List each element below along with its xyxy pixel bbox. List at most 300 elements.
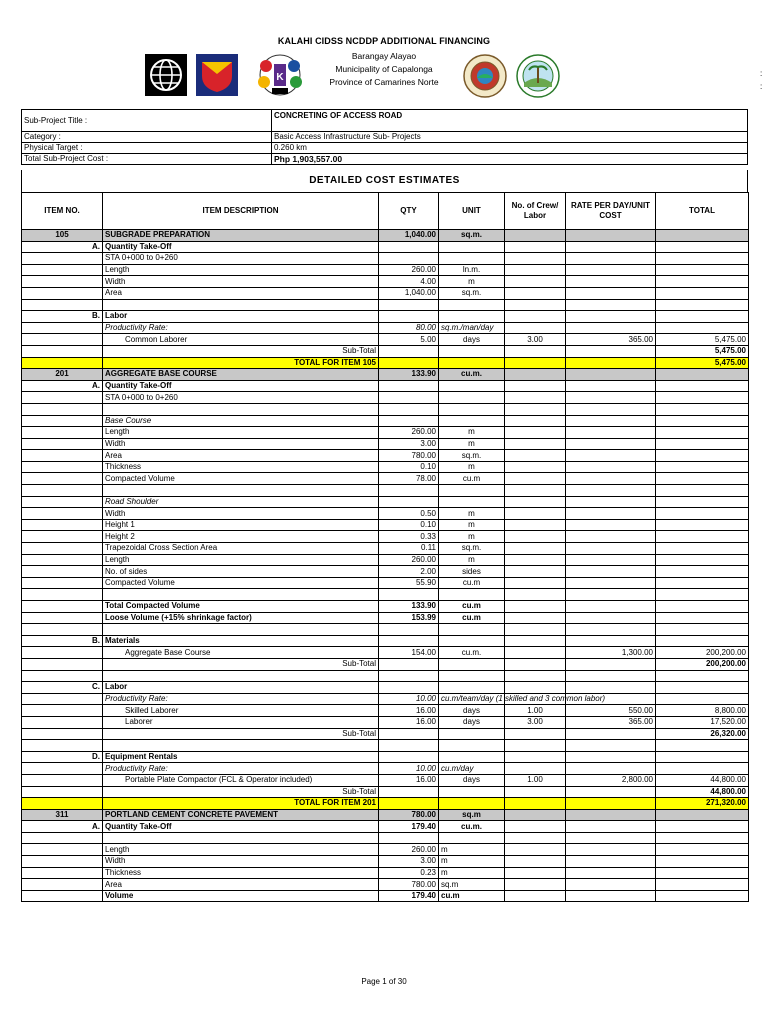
- row-item-no: D.: [22, 751, 103, 763]
- row-total: [656, 890, 749, 902]
- table-row: [22, 322, 749, 334]
- row-item-no: [22, 345, 103, 357]
- row-rate: [566, 543, 656, 555]
- row-crew: [505, 299, 566, 311]
- row-qty: [379, 682, 439, 694]
- row-total: 17,520.00: [656, 716, 749, 728]
- table-row: [22, 287, 749, 299]
- row-item-no: [22, 253, 103, 265]
- col-crew: No. of Crew/ Labor: [505, 193, 566, 230]
- row-rate: [566, 798, 656, 810]
- row-rate: [566, 287, 656, 299]
- row-crew: [505, 670, 566, 682]
- table-row: [22, 485, 749, 497]
- row-total: [656, 241, 749, 253]
- table-row: [22, 809, 749, 821]
- row-unit: [439, 682, 505, 694]
- row-description: [103, 740, 379, 752]
- row-unit: m: [439, 867, 505, 879]
- row-description: Compacted Volume: [103, 473, 379, 485]
- row-total: [656, 589, 749, 601]
- table-row: [22, 334, 749, 346]
- row-total: [656, 682, 749, 694]
- row-total: [656, 287, 749, 299]
- row-description: Quantity Take-Off: [103, 821, 379, 833]
- table-row: [22, 589, 749, 601]
- row-unit: cu.m/team/day (1 skilled and 3 common labor): [439, 693, 505, 705]
- row-crew: [505, 241, 566, 253]
- row-unit: days: [439, 705, 505, 717]
- row-qty: [379, 624, 439, 636]
- row-description: [103, 589, 379, 601]
- row-unit: [439, 751, 505, 763]
- world-bank-logo: [145, 54, 187, 96]
- row-total: [656, 832, 749, 844]
- row-rate: [566, 485, 656, 497]
- row-item-no: [22, 531, 103, 543]
- row-crew: [505, 856, 566, 868]
- row-unit: [439, 786, 505, 798]
- row-description: Base Course: [103, 415, 379, 427]
- table-row: [22, 682, 749, 694]
- row-crew: [505, 450, 566, 462]
- row-description: Sub-Total: [103, 786, 379, 798]
- row-item-no: [22, 589, 103, 601]
- table-row: [22, 867, 749, 879]
- row-description: TOTAL FOR ITEM 105: [103, 357, 379, 369]
- row-unit: cu.m/day: [439, 763, 505, 775]
- row-unit: [439, 392, 505, 404]
- row-description: Volume: [103, 890, 379, 902]
- row-qty: [379, 832, 439, 844]
- row-crew: [505, 461, 566, 473]
- row-description: Productivity Rate:: [103, 763, 379, 775]
- row-unit: ln.m.: [439, 264, 505, 276]
- row-total: [656, 531, 749, 543]
- row-description: Equipment Rentals: [103, 751, 379, 763]
- row-item-no: [22, 705, 103, 717]
- row-qty: [379, 380, 439, 392]
- row-description: Aggregate Base Course: [103, 647, 379, 659]
- row-description: [103, 299, 379, 311]
- row-unit: m: [439, 461, 505, 473]
- row-item-no: 105: [22, 230, 103, 242]
- row-item-no: [22, 299, 103, 311]
- row-description: Productivity Rate:: [103, 322, 379, 334]
- row-crew: [505, 867, 566, 879]
- row-description: [103, 624, 379, 636]
- row-crew: [505, 589, 566, 601]
- row-total: [656, 276, 749, 288]
- row-crew: [505, 415, 566, 427]
- row-unit: sq.m: [439, 809, 505, 821]
- row-item-no: [22, 867, 103, 879]
- row-qty: 780.00: [379, 879, 439, 891]
- header-province: Province of Camarines Norte: [329, 77, 439, 87]
- row-unit: m: [439, 844, 505, 856]
- row-description: Thickness: [103, 461, 379, 473]
- row-item-no: [22, 763, 103, 775]
- row-unit: sq.m.: [439, 543, 505, 555]
- row-qty: 3.00: [379, 438, 439, 450]
- row-item-no: [22, 392, 103, 404]
- row-unit: cu.m: [439, 577, 505, 589]
- row-qty: [379, 403, 439, 415]
- row-item-no: [22, 496, 103, 508]
- row-description: [103, 485, 379, 497]
- row-qty: [379, 485, 439, 497]
- table-row: [22, 740, 749, 752]
- row-rate: [566, 438, 656, 450]
- row-rate: [566, 427, 656, 439]
- row-unit: [439, 658, 505, 670]
- row-crew: [505, 485, 566, 497]
- table-row: [22, 392, 749, 404]
- row-unit: m: [439, 438, 505, 450]
- table-row: [22, 241, 749, 253]
- row-total: [656, 415, 749, 427]
- row-item-no: [22, 473, 103, 485]
- row-rate: [566, 879, 656, 891]
- barangay-seal: [516, 53, 560, 99]
- row-rate: [566, 890, 656, 902]
- row-item-no: [22, 322, 103, 334]
- row-rate: [566, 670, 656, 682]
- row-item-no: [22, 740, 103, 752]
- total-cost-label: Total Sub-Project Cost :: [22, 154, 272, 165]
- row-rate: [566, 832, 656, 844]
- row-description: Common Laborer: [103, 334, 379, 346]
- row-rate: [566, 844, 656, 856]
- row-unit: sq.m.: [439, 230, 505, 242]
- row-crew: [505, 763, 566, 775]
- table-row: [22, 832, 749, 844]
- row-qty: 2.00: [379, 566, 439, 578]
- row-description: No. of sides: [103, 566, 379, 578]
- row-total: 26,320.00: [656, 728, 749, 740]
- row-total: [656, 844, 749, 856]
- category-value: Basic Access Infrastructure Sub- Projects: [272, 132, 748, 143]
- row-item-no: [22, 276, 103, 288]
- row-total: [656, 485, 749, 497]
- row-qty: 0.10: [379, 461, 439, 473]
- row-description: Thickness: [103, 867, 379, 879]
- row-total: [656, 427, 749, 439]
- row-rate: [566, 450, 656, 462]
- row-qty: [379, 496, 439, 508]
- row-rate: [566, 751, 656, 763]
- row-crew: [505, 751, 566, 763]
- row-description: Productivity Rate:: [103, 693, 379, 705]
- row-unit: days: [439, 716, 505, 728]
- row-crew: [505, 566, 566, 578]
- table-row: [22, 601, 749, 613]
- row-rate: [566, 531, 656, 543]
- row-qty: [379, 670, 439, 682]
- row-description: Area: [103, 450, 379, 462]
- row-unit: m: [439, 856, 505, 868]
- row-total: [656, 624, 749, 636]
- row-item-no: [22, 519, 103, 531]
- table-row: [22, 635, 749, 647]
- row-qty: 0.50: [379, 508, 439, 520]
- table-row: [22, 554, 749, 566]
- table-row: [22, 658, 749, 670]
- row-crew: [505, 357, 566, 369]
- row-unit: m: [439, 427, 505, 439]
- row-description: Sub-Total: [103, 728, 379, 740]
- table-row: [22, 856, 749, 868]
- row-qty: 1,040.00: [379, 287, 439, 299]
- row-qty: [379, 798, 439, 810]
- table-row: [22, 473, 749, 485]
- table-row: [22, 612, 749, 624]
- row-rate: [566, 392, 656, 404]
- row-crew: [505, 311, 566, 323]
- row-qty: [379, 241, 439, 253]
- row-unit: cu.m: [439, 612, 505, 624]
- row-qty: [379, 299, 439, 311]
- row-description: Area: [103, 287, 379, 299]
- row-description: Sub-Total: [103, 345, 379, 357]
- subproject-title-label: Sub-Project Title :: [22, 110, 272, 132]
- row-item-no: [22, 554, 103, 566]
- row-qty: [379, 415, 439, 427]
- table-row: [22, 798, 749, 810]
- row-rate: 2,800.00: [566, 774, 656, 786]
- row-crew: [505, 682, 566, 694]
- row-total: [656, 693, 749, 705]
- row-rate: [566, 508, 656, 520]
- table-row: [22, 438, 749, 450]
- row-crew: [505, 798, 566, 810]
- row-unit: [439, 253, 505, 265]
- row-description: [103, 403, 379, 415]
- table-row: [22, 450, 749, 462]
- row-description: [103, 670, 379, 682]
- row-item-no: [22, 832, 103, 844]
- row-crew: [505, 647, 566, 659]
- row-rate: [566, 311, 656, 323]
- row-description: Labor: [103, 682, 379, 694]
- physical-target-label: Physical Target :: [22, 143, 272, 154]
- row-qty: [379, 392, 439, 404]
- row-unit: [439, 798, 505, 810]
- row-item-no: [22, 624, 103, 636]
- col-item-no: ITEM NO.: [22, 193, 103, 230]
- table-row: [22, 531, 749, 543]
- row-qty: 133.90: [379, 601, 439, 613]
- row-crew: [505, 276, 566, 288]
- row-description: Width: [103, 508, 379, 520]
- table-row: [22, 890, 749, 902]
- table-row: [22, 380, 749, 392]
- row-item-no: [22, 844, 103, 856]
- row-rate: 365.00: [566, 334, 656, 346]
- row-crew: 1.00: [505, 705, 566, 717]
- row-unit: [439, 380, 505, 392]
- row-unit: sq.m: [439, 879, 505, 891]
- row-rate: [566, 728, 656, 740]
- row-unit: cu.m: [439, 890, 505, 902]
- row-item-no: [22, 287, 103, 299]
- row-unit: cu.m: [439, 601, 505, 613]
- table-row: [22, 670, 749, 682]
- row-description: Compacted Volume: [103, 577, 379, 589]
- table-row: [22, 253, 749, 265]
- row-description: Width: [103, 856, 379, 868]
- row-description: STA 0+000 to 0+260: [103, 392, 379, 404]
- row-item-no: [22, 508, 103, 520]
- row-rate: [566, 403, 656, 415]
- dswd-logo: [196, 54, 238, 96]
- row-unit: m: [439, 519, 505, 531]
- row-unit: sq.m.: [439, 450, 505, 462]
- total-cost-value: Php 1,903,557.00: [272, 154, 748, 165]
- row-crew: [505, 345, 566, 357]
- row-crew: [505, 403, 566, 415]
- row-item-no: [22, 543, 103, 555]
- table-row: [22, 508, 749, 520]
- row-total: [656, 369, 749, 381]
- row-qty: 179.40: [379, 821, 439, 833]
- document-header: [0, 36, 768, 87]
- row-item-no: [22, 890, 103, 902]
- row-unit: [439, 345, 505, 357]
- table-row: [22, 357, 749, 369]
- table-row: [22, 345, 749, 357]
- row-crew: [505, 809, 566, 821]
- row-qty: 179.40: [379, 890, 439, 902]
- row-qty: 260.00: [379, 554, 439, 566]
- table-row: [22, 786, 749, 798]
- row-crew: [505, 832, 566, 844]
- row-total: [656, 809, 749, 821]
- row-qty: [379, 635, 439, 647]
- row-rate: [566, 299, 656, 311]
- row-total: [656, 450, 749, 462]
- table-row: [22, 403, 749, 415]
- row-item-no: [22, 566, 103, 578]
- row-item-no: [22, 438, 103, 450]
- row-crew: [505, 496, 566, 508]
- row-qty: 260.00: [379, 264, 439, 276]
- row-crew: [505, 612, 566, 624]
- row-total: [656, 577, 749, 589]
- table-row: [22, 415, 749, 427]
- row-item-no: [22, 693, 103, 705]
- row-rate: [566, 253, 656, 265]
- row-description: AGGREGATE BASE COURSE: [103, 369, 379, 381]
- row-total: 200,200.00: [656, 658, 749, 670]
- row-total: [656, 322, 749, 334]
- row-total: 44,800.00: [656, 786, 749, 798]
- row-qty: 153.99: [379, 612, 439, 624]
- row-description: Quantity Take-Off: [103, 241, 379, 253]
- row-item-no: [22, 716, 103, 728]
- row-qty: [379, 658, 439, 670]
- row-item-no: [22, 403, 103, 415]
- table-row: [22, 427, 749, 439]
- row-unit: m: [439, 554, 505, 566]
- row-rate: [566, 612, 656, 624]
- row-total: [656, 392, 749, 404]
- table-row: [22, 624, 749, 636]
- row-qty: 10.00: [379, 763, 439, 775]
- row-rate: [566, 496, 656, 508]
- row-unit: sides: [439, 566, 505, 578]
- row-rate: [566, 345, 656, 357]
- table-row: [22, 230, 749, 242]
- row-crew: 1.00: [505, 774, 566, 786]
- table-row: [22, 693, 749, 705]
- row-qty: 10.00: [379, 693, 439, 705]
- row-crew: [505, 554, 566, 566]
- row-item-no: [22, 786, 103, 798]
- row-crew: [505, 473, 566, 485]
- physical-target-value: 0.260 km: [272, 143, 748, 154]
- table-row: [22, 774, 749, 786]
- row-total: [656, 554, 749, 566]
- row-crew: [505, 740, 566, 752]
- row-crew: [505, 392, 566, 404]
- row-rate: [566, 241, 656, 253]
- table-row: [22, 763, 749, 775]
- row-total: [656, 867, 749, 879]
- row-unit: m: [439, 531, 505, 543]
- row-rate: [566, 357, 656, 369]
- table-row: [22, 461, 749, 473]
- table-row: [22, 264, 749, 276]
- row-rate: [566, 786, 656, 798]
- row-crew: [505, 786, 566, 798]
- header-barangay: Barangay Alayao: [351, 51, 417, 61]
- table-row: [22, 705, 749, 717]
- row-item-no: [22, 658, 103, 670]
- table-row: [22, 496, 749, 508]
- row-rate: [566, 322, 656, 334]
- row-qty: [379, 345, 439, 357]
- municipal-seal: [463, 54, 507, 98]
- row-item-no: [22, 798, 103, 810]
- table-row: [22, 543, 749, 555]
- row-qty: 80.00: [379, 322, 439, 334]
- row-crew: [505, 624, 566, 636]
- row-crew: [505, 577, 566, 589]
- row-crew: [505, 230, 566, 242]
- row-crew: 3.00: [505, 716, 566, 728]
- row-qty: 4.00: [379, 276, 439, 288]
- subproject-title-value: CONCRETING OF ACCESS ROAD: [272, 110, 748, 132]
- row-rate: [566, 461, 656, 473]
- row-description: Road Shoulder: [103, 496, 379, 508]
- row-unit: cu.m.: [439, 821, 505, 833]
- row-description: Skilled Laborer: [103, 705, 379, 717]
- row-description: [103, 832, 379, 844]
- row-crew: [505, 253, 566, 265]
- row-item-no: [22, 774, 103, 786]
- row-total: [656, 519, 749, 531]
- row-total: [656, 566, 749, 578]
- row-unit: [439, 832, 505, 844]
- row-crew: [505, 427, 566, 439]
- side-mark: :: [760, 69, 763, 78]
- row-unit: m: [439, 508, 505, 520]
- row-rate: [566, 566, 656, 578]
- row-description: Length: [103, 427, 379, 439]
- row-total: 271,320.00: [656, 798, 749, 810]
- row-item-no: B.: [22, 311, 103, 323]
